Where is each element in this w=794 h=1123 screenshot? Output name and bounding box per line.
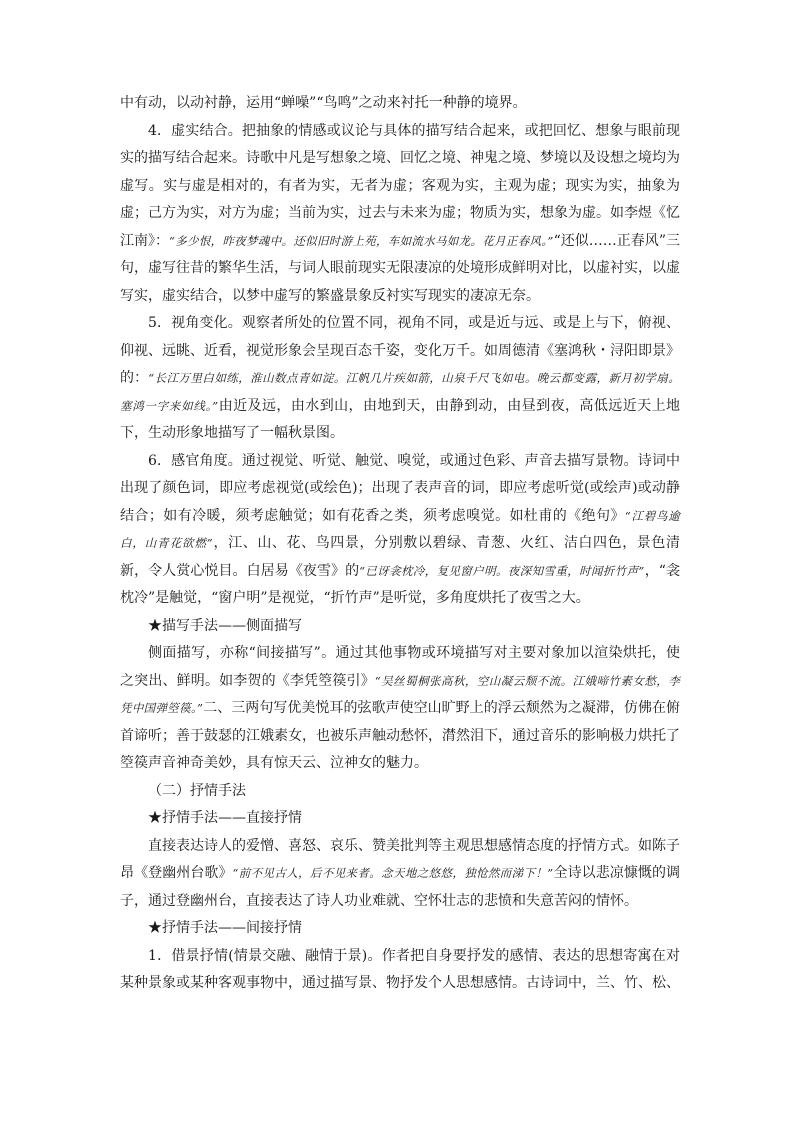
paragraph-virtual-real: 4．虚实结合。把抽象的情感或议论与具体的描写结合起来，或把回忆、想象与眼前现实的描写结合起来。诗歌中凡是写想象之境、回忆之境、神鬼之境、梦境以及设想之境均为虚写。实与虚是相对的，有者为实，无者为虚；客观为实，主观为虚；现实为实，抽象为虚；己方为实，对方为虚；当前为实，过去与未来为虚；物质为实，想象为虚。如李煜《忆江南》：“多少恨，昨夜梦魂中。还似旧时游上苑，车如流水马如龙。花月正春风。”“还似……正春风”三句，虚写往昔的繁华生活，与词人眼前现实无限凄凉的处境形成鲜明对比，以虚衬实，以虚写实，虚实结合，以梦中虚写的繁盛景象反衬实写现实的凄凉无奈。 xyxy=(120,122,680,304)
section-heading: ★描写手法——侧面描写 xyxy=(148,617,302,634)
poem-quote: “长江万里白如练，淮山数点青如淀。江帆几片疾如箭，山泉千尺飞如电。晚云都变露，新月初学扇。塞鸿一字来如线。” xyxy=(120,371,681,413)
paragraph-perspective: 5．视角变化。观察者所处的位置不同，视角不同，或是近与远、或是上与下，俯视、仰视、远眺、近看，视觉形象会呈现百态千姿，变化万千。如周德清《塞鸿秋・浔阳即景》的：“长江万里白如练，淮山数点青如淀。江帆几片疾如箭，山泉千尺飞如电。晚云都变露，新月初学扇。塞鸿一字来如线。”由近及远，由水到山，由地到天，由静到动，由昼到夜，高低远近天上地下，生动形象地描写了一幅秋景图。 xyxy=(120,315,681,441)
poem-quote: “江碧鸟逾白，山青花欲燃” xyxy=(120,508,680,550)
section-heading: ★抒情手法——直接抒情 xyxy=(148,810,302,826)
document-body xyxy=(120,90,680,998)
paragraph-continuation: 中有动，以动衬静，运用“蝉噪”“鸟鸣”之动来衬托一种静的境界。 xyxy=(120,95,527,111)
paragraph-direct-lyric: 直接表达诗人的爱憎、喜怒、哀乐、赞美批判等主观思想感情态度的抒情方式。如陈子昂《登幽州台歌》“前不见古人，后不见来者。念天地之悠悠，独怆然而涕下！”全诗以悲凉慷慨的调子，通过登幽州台，直接表达了诗人功业难就、空怀壮志的悲愤和失意苦闷的情怀。 xyxy=(120,837,681,909)
poem-quote: “前不见古人，后不见来者。念天地之悠悠，独怆然而涕下！” xyxy=(232,866,554,880)
poem-quote: “吴丝蜀桐张高秋，空山凝云颓不流。江娥啼竹素女愁，李凭中国弹箜篌。” xyxy=(120,673,680,715)
paragraph-side-description: 侧面描写，亦称“间接描写”。通过其他事物或环境描写对主要对象加以渲染烘托，使之突出、鲜明。如李贺的《李凭箜篌引》“吴丝蜀桐张高秋，空山凝云颓不流。江娥啼竹素女愁，李凭中国弹箜篌。”二、三两句写优美悦耳的弦歌声使空山旷野上的浮云颓然为之凝滞，仿佛在俯首谛听；善于鼓瑟的江娥素女，也被乐声触动愁怀，潸然泪下，通过音乐的影响极力烘托了箜篌声音神奇美妙，具有惊天云、泣神女的魅力。 xyxy=(120,645,681,771)
section-heading: （二）抒情手法 xyxy=(148,782,246,799)
paragraph-indirect-lyric: 1．借景抒情(情景交融、融情于景)。作者把自身要抒发的感情、表达的思想寄寓在对某种景象或某种客观事物中，通过描写景、物抒发个人思想感情。古诗词中，兰、竹、松、 xyxy=(120,947,680,991)
paragraph-senses: 6．感官角度。通过视觉、听觉、触觉、嗅觉，或通过色彩、声音去描写景物。诗词中出现了颜色词，即应考虑视觉(或绘色)；出现了表声音的词，即应考虑听觉(或绘声)或动静结合；如有冷暖，须考虑触觉；如有花香之类，须考虑嗅觉。如杜甫的《绝句》“江碧鸟逾白，山青花欲燃”，江、山、花、鸟四景，分别敷以碧绿、青葱、火红、洁白四色，景色清新，令人赏心悦目。白居易《夜雪》的“已讶衾枕冷，复见窗户明。夜深知雪重，时闻折竹声”，“衾枕冷”是触觉，“窗户明”是视觉，“折竹声”是听觉，多角度烘托了夜雪之大。 xyxy=(120,452,681,606)
poem-quote: “多少恨，昨夜梦魂中。还似旧时游上苑，车如流水马如龙。花月正春风。” xyxy=(169,233,554,248)
poem-quote: “已讶衾枕冷，复见窗户明。夜深知雪重，时闻折竹声” xyxy=(359,563,645,578)
section-heading: ★抒情手法——间接抒情 xyxy=(148,920,302,936)
